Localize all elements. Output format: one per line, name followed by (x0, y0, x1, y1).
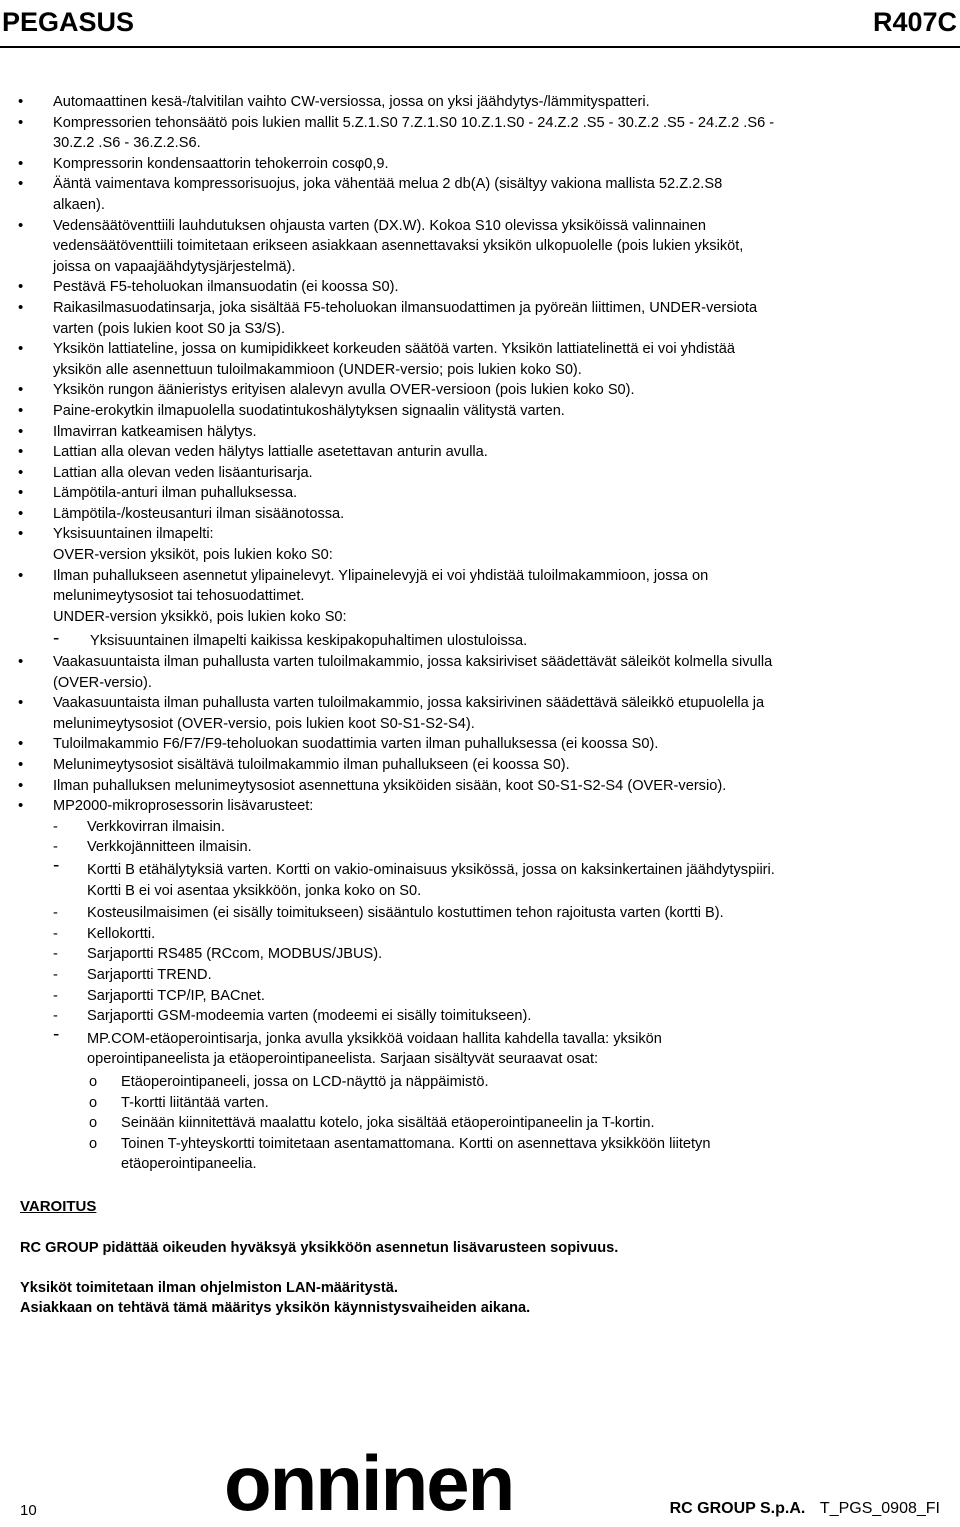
bullet-text: Yksikön rungon äänieristys erityisen alalevyn avulla OVER-versioon (pois lukien koko S0). (53, 382, 635, 399)
mp-accessory-text: Kortti B ei voi asentaa yksikköön, jonka koko on S0. (87, 882, 422, 899)
page-header (0, 0, 960, 48)
mp-accessory-text: Sarjaportti GSM-modeemia varten (modeemi ei sisälly toimitukseen). (87, 1008, 532, 1025)
bullet-text: melunimeytysosiot (OVER-versio, pois lukien koot S0-S1-S2-S4). (53, 715, 475, 732)
bullet-icon: • (18, 175, 24, 193)
bullet-text: varten (pois lukien koot S0 ja S3/S). (53, 320, 285, 337)
bullet-text: vedensäätöventtiili toimitetaan erikseen asiakkaan asennettavaksi yksikön ulkopuolelle (pois lukien yksiköt, (53, 238, 744, 255)
bullet-item (0, 483, 960, 504)
bullet-item (0, 277, 960, 298)
bullet-text: Ilman puhalluksen melunimeytysosiot asennettuna yksiköiden sisään, koot S0-S1-S2-S4 (OVER-versio). (53, 777, 727, 794)
bullet-icon: • (18, 401, 24, 419)
circle-mark: o (89, 1115, 98, 1132)
bullet-item (0, 442, 960, 463)
bullet-text: 30.Z.2 .S6 - 36.Z.2.S6. (53, 135, 201, 152)
page-number: 10 (20, 1502, 37, 1519)
bullet-icon: • (18, 756, 24, 773)
bullet-text: Ääntä vaimentava kompressorisuojus, joka vähentää melua 2 db(A) (sisältyy vakiona mallista 52.Z.2.S8 (53, 176, 723, 193)
dash-mark: - (53, 1023, 60, 1045)
mp-accessory-item (0, 965, 960, 986)
bullet-item (0, 339, 960, 380)
bullet-text: yksikön alle asennettuun tuloilmakammioon (UNDER-versio; pois lukien koko S0). (53, 361, 582, 378)
bullet-icon: • (18, 443, 24, 461)
bullet-icon: • (18, 340, 24, 358)
bullet-item (0, 298, 960, 339)
bullet-item (0, 113, 960, 154)
bullet-icon: • (18, 93, 24, 110)
mp-accessory-text: Kosteusilmaisimen (ei sisälly toimitukseen) sisääntulo kostuttimen tehon rajoitusta varten (kortti B). (87, 905, 724, 922)
bullet-icon: • (18, 154, 24, 172)
mp-accessory-text: Verkkojännitteen ilmaisin. (87, 839, 252, 856)
bullet-icon: • (18, 735, 24, 753)
mp-accessory-item (0, 986, 960, 1007)
bullet-text: OVER-version yksiköt, pois lukien koko S0: (53, 547, 333, 564)
mp-accessory-item (0, 944, 960, 965)
mp-accessory-item (0, 903, 960, 924)
bullet-item (0, 566, 960, 628)
document-body (0, 92, 960, 1175)
bullet-text: Paine-erokytkin ilmapuolella suodatintukoshälytyksen signaalin välitystä varten. (53, 402, 565, 419)
mpcom-part-text: etäoperointipaneelia. (121, 1156, 257, 1173)
bullet-item (0, 154, 960, 175)
bullet-text: Lattian alla olevan veden hälytys lattialle asetettavan anturin avulla. (53, 444, 488, 461)
footer-right (670, 1500, 940, 1518)
bullet-text: melunimeytysosiot tai tehosuodattimet. (53, 588, 305, 605)
mpcom-part-text: Toinen T-yhteyskortti toimitetaan asentamattomana. Kortti on asennettava yksikköön liitetyn (121, 1135, 711, 1152)
mp-accessory-item (0, 854, 960, 903)
bullet-item (0, 652, 960, 693)
bullet-text: UNDER-version yksikkö, pois lukien koko S0: (53, 608, 347, 625)
mpcom-part-text: Seinään kiinnitettävä maalattu kotelo, joka sisältää etäoperointipaneelin ja T-kortin. (121, 1115, 655, 1132)
mp-accessory-text: Verkkovirran ilmaisin. (87, 818, 225, 835)
bullet-item (0, 380, 960, 401)
bullet-item (0, 463, 960, 484)
onninen-logo (224, 1439, 530, 1527)
bullet-item (0, 693, 960, 734)
bullet-text: Vaakasuuntaista ilman puhallusta varten tuloilmakammio, jossa kaksiriviset säädettävät säleiköt kolmella sivulla (53, 654, 773, 671)
dash-mark: - (53, 905, 58, 922)
mpcom-part-item (0, 1113, 960, 1134)
dash-mark: - (53, 839, 58, 856)
mp-accessory-text: Sarjaportti TCP/IP, BACnet. (87, 987, 265, 1004)
footer-doc-code: T_PGS_0908_FI (819, 1500, 940, 1517)
mpcom-part-text: T-kortti liitäntää varten. (121, 1094, 269, 1111)
circle-mark: o (89, 1135, 98, 1152)
bullet-text: Lämpötila-/kosteusanturi ilman sisäänotossa. (53, 505, 345, 522)
bullet-icon: • (18, 298, 24, 316)
mp-accessory-item (0, 1023, 960, 1072)
dash-mark: - (53, 987, 58, 1004)
dash-mark: - (53, 1008, 58, 1025)
bullet-text: Ilman puhallukseen asennetut ylipainelevyt. Ylipainelevyjä ei voi yhdistää tuloilmakammioon, jossa on (53, 567, 709, 584)
bullet-text: MP2000-mikroprosessorin lisävarusteet: (53, 798, 314, 815)
bullet-item (0, 216, 960, 278)
bullet-text: Vaakasuuntaista ilman puhallusta varten tuloilmakammio, jossa kaksirivinen säädettävä säleikkö etupuolella ja (53, 695, 765, 712)
mpcom-part-text: Etäoperointipaneeli, jossa on LCD-näyttö ja näppäimistö. (121, 1073, 489, 1090)
bullet-text: Pestävä F5-teholuokan ilmansuodatin (ei koossa S0). (53, 279, 399, 296)
dash-text: Yksisuuntainen ilmapelti kaikissa keskipakopuhaltimen ulostuloissa. (90, 633, 528, 650)
dash-item (0, 628, 960, 652)
bullet-icon: • (18, 113, 24, 131)
mp-accessory-item (0, 837, 960, 858)
bullet-text: Lattian alla olevan veden lisäanturisarja. (53, 464, 313, 481)
bullet-item (0, 422, 960, 443)
warning-line-3: Asiakkaan on tehtävä tämä määritys yksikön käynnistysvaiheiden aikana. (20, 1300, 531, 1316)
bullet-icon: • (18, 216, 24, 234)
circle-mark: o (89, 1094, 98, 1111)
bullet-item (0, 755, 960, 776)
bullet-text: Raikasilmasuodatinsarja, joka sisältää F5-teholuokan ilmansuodattimen ja pyöreän liittimen, UNDER-versiota (53, 299, 758, 316)
warning-line-1: RC GROUP pidättää oikeuden hyväksyä yksikköön asennetun lisävarusteen sopivuus. (20, 1240, 619, 1256)
dash-mark: - (53, 628, 60, 650)
bullet-text: Melunimeytysosiot sisältävä tuloilmakammio ilman puhallukseen (ei koossa S0). (53, 757, 570, 773)
bullet-icon: • (18, 525, 24, 543)
warning-line-2: Yksiköt toimitetaan ilman ohjelmiston LAN-määritystä. (20, 1280, 398, 1296)
bullet-item (0, 734, 960, 755)
bullet-item (0, 504, 960, 525)
bullet-item (0, 796, 960, 817)
mp-accessory-text: Sarjaportti RS485 (RCcom, MODBUS/JBUS). (87, 946, 383, 963)
bullet-icon: • (18, 653, 24, 671)
bullet-icon: • (18, 484, 24, 502)
bullet-text: Yksisuuntainen ilmapelti: (53, 526, 214, 543)
bullet-text: Automaattinen kesä-/talvitilan vaihto CW-versiossa, jossa on yksi jäähdytys-/lämmityspatteri. (53, 94, 650, 110)
bullet-text: Yksikön lattiateline, jossa on kumipidikkeet korkeuden säätöä varten. Yksikön lattiatelinettä ei voi yhdistää (53, 341, 735, 358)
bullet-text: (OVER-versio). (53, 674, 152, 691)
bullet-text: Kompressorin kondensaattorin tehokerroin cosφ0,9. (53, 155, 389, 172)
bullet-item (0, 174, 960, 215)
mp-accessory-item (0, 817, 960, 838)
dash-mark: - (53, 925, 58, 942)
bullet-item (0, 92, 960, 113)
mp-accessory-text: operointipaneelista ja etäoperointipaneelista. Sarjaan sisältyvät seuraavat osat: (87, 1051, 599, 1068)
bullet-icon: • (18, 566, 24, 584)
mpcom-part-item (0, 1072, 960, 1093)
mp-accessory-text: Kellokortti. (87, 925, 156, 942)
mpcom-part-item (0, 1134, 960, 1175)
bullet-text: Tuloilmakammio F6/F7/F9-teholuokan suodattimia varten ilman puhalluksessa (ei koossa S0). (53, 736, 659, 753)
bullet-icon: • (18, 381, 24, 399)
warning-title: VAROITUS (20, 1198, 97, 1215)
bullet-text: joissa on vapaajäähdytysjärjestelmä). (53, 258, 296, 275)
circle-mark: o (89, 1073, 98, 1090)
bullet-item (0, 524, 960, 565)
bullet-text: Lämpötila-anturi ilman puhalluksessa. (53, 485, 298, 502)
dash-mark: - (53, 854, 60, 876)
logo-wordmark: onninen (224, 1439, 514, 1527)
dash-mark: - (53, 818, 58, 835)
bullet-item (0, 401, 960, 422)
mp-accessory-text: MP.COM-etäoperointisarja, jonka avulla yksikköä voidaan hallita kahdella tavalla: yksikön (87, 1030, 662, 1047)
bullet-icon: • (18, 776, 24, 794)
bullet-icon: • (18, 278, 24, 296)
footer-company: RC GROUP S.p.A. (669, 1500, 806, 1517)
bullet-text: alkaen). (53, 196, 105, 213)
bullet-icon: • (18, 422, 24, 440)
bullet-text: Ilmavirran katkeamisen hälytys. (53, 423, 257, 440)
bullet-icon: • (18, 504, 24, 522)
bullet-text: Vedensäätöventtiili lauhdutuksen ohjausta varten (DX.W). Kokoa S10 olevissa yksiköissä valinnainen (53, 217, 707, 234)
mp-accessory-text: Sarjaportti TREND. (87, 966, 212, 983)
bullet-icon: • (18, 463, 24, 481)
bullet-text: Kompressorien tehonsäätö pois lukien mallit 5.Z.1.S0 7.Z.1.S0 10.Z.1.S0 - 24.Z.2 .S5 - 30.Z.2 .S5 - 24.Z.2 .S6 - (53, 114, 775, 131)
mp-accessory-item (0, 924, 960, 945)
header-right-title: R407C (872, 7, 957, 37)
header-left-title: PEGASUS (2, 7, 135, 37)
dash-mark: - (53, 966, 58, 983)
bullet-icon: • (18, 797, 24, 815)
mpcom-part-item (0, 1093, 960, 1114)
mp-accessory-text: Kortti B etähälytyksiä varten. Kortti on vakio-ominaisuus yksikössä, jossa on kaksinkertainen jäähdytyspiiri. (87, 861, 775, 878)
dash-mark: - (53, 946, 58, 963)
bullet-icon: • (18, 694, 24, 712)
mp-accessory-item (0, 1006, 960, 1027)
bullet-item (0, 776, 960, 797)
